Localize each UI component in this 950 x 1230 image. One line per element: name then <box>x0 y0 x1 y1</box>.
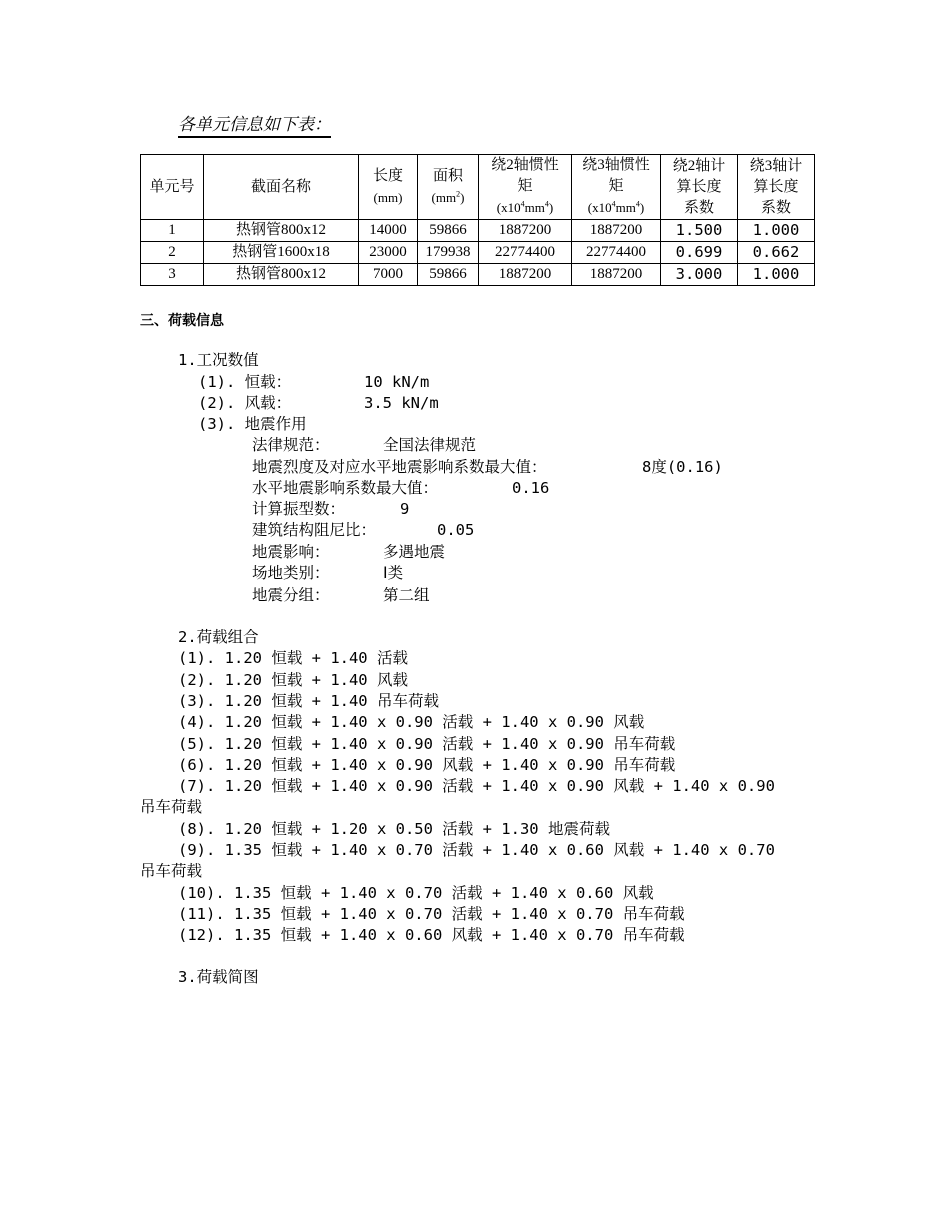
cell-inertia-2: 22774400 <box>479 242 572 264</box>
combination-item: (9). 1.35 恒载 + 1.40 x 0.70 活载 + 1.40 x 0.60 风载 + 1.40 x 0.70 <box>178 841 775 859</box>
cell-area: 59866 <box>418 220 479 242</box>
cell-inertia-3: 1887200 <box>572 220 661 242</box>
cell-length: 7000 <box>359 264 418 286</box>
cell-factor-3: 1.000 <box>738 220 815 242</box>
cell-factor-3: 0.662 <box>738 242 815 264</box>
combinations-heading: 2.荷载组合 <box>178 628 259 646</box>
table-header-row <box>141 155 815 220</box>
mode-count-value: 9 <box>400 500 410 518</box>
section-title: 三、荷载信息 <box>140 313 224 329</box>
element-info-table <box>140 154 815 286</box>
dead-load-label: (1). 恒载： <box>198 373 292 391</box>
combination-item: (5). 1.20 恒载 + 1.40 x 0.90 活载 + 1.40 x 0.90 吊车荷载 <box>178 735 676 753</box>
table-row <box>141 264 815 286</box>
mode-count-label: 计算振型数： <box>252 500 346 518</box>
seismic-coef-label: 水平地震影响系数最大值： <box>252 479 439 497</box>
col-header-inertia-2: 绕2轴惯性 矩 $(x10^4mm^4)$ <box>479 155 572 220</box>
seismic-intensity-value: 8度(0.16) <box>642 458 723 476</box>
combination-item: (11). 1.35 恒载 + 1.40 x 0.70 活载 + 1.40 x 0.70 吊车荷载 <box>178 905 685 923</box>
seismic-intensity-label: 地震烈度及对应水平地震影响系数最大值： <box>252 458 547 476</box>
cell-area: 179938 <box>418 242 479 264</box>
col-header-inertia-3: 绕3轴惯性 矩 $(x10^4mm^4)$ <box>572 155 661 220</box>
table-intro: 各单元信息如下表： <box>178 114 331 138</box>
cell-section-name: 热钢管800x12 <box>204 220 359 242</box>
cell-length: 14000 <box>359 220 418 242</box>
cell-inertia-3: 22774400 <box>572 242 661 264</box>
site-class-value: Ⅰ类 <box>383 564 404 582</box>
damping-ratio-value: 0.05 <box>437 521 475 539</box>
col-header-length-factor-2: 绕2轴计 算长度 系数 <box>661 155 738 220</box>
combination-item: (1). 1.20 恒载 + 1.40 活载 <box>178 649 408 667</box>
wind-load-value: 3.5 kN/m <box>364 394 439 412</box>
seismic-code-value: 全国法律规范 <box>383 436 477 454</box>
cell-inertia-3: 1887200 <box>572 264 661 286</box>
cell-factor-3: 1.000 <box>738 264 815 286</box>
cell-area: 59866 <box>418 264 479 286</box>
cell-factor-2: 0.699 <box>661 242 738 264</box>
cell-inertia-2: 1887200 <box>479 264 572 286</box>
combination-item: (10). 1.35 恒载 + 1.40 x 0.70 活载 + 1.40 x 0.60 风载 <box>178 884 654 902</box>
combination-item-continuation: 吊车荷载 <box>140 862 203 880</box>
seismic-coef-value: 0.16 <box>512 479 550 497</box>
combination-item: (2). 1.20 恒载 + 1.40 风载 <box>178 671 408 689</box>
table-row <box>141 242 815 264</box>
col-header-area: 面积 $(mm^2)$ <box>418 155 479 220</box>
wind-load-label: (2). 风载： <box>198 394 292 412</box>
combination-item: (12). 1.35 恒载 + 1.40 x 0.60 风载 + 1.40 x 0.70 吊车荷载 <box>178 926 685 944</box>
seismic-group-label: 地震分组： <box>252 586 330 604</box>
seismic-effect-label: 地震影响： <box>252 543 330 561</box>
cell-element-no: 2 <box>141 242 204 264</box>
col-header-element-no: 单元号 <box>141 155 204 220</box>
cell-section-name: 热钢管800x12 <box>204 264 359 286</box>
cell-length: 23000 <box>359 242 418 264</box>
seismic-code-label: 法律规范： <box>252 436 330 454</box>
site-class-label: 场地类别： <box>252 564 330 582</box>
combination-item: (7). 1.20 恒载 + 1.40 x 0.90 活载 + 1.40 x 0.90 风载 + 1.40 x 0.90 <box>178 777 775 795</box>
cell-factor-2: 3.000 <box>661 264 738 286</box>
col-header-length: 长度 (mm) <box>359 155 418 220</box>
col-header-length-factor-3: 绕3轴计 算长度 系数 <box>738 155 815 220</box>
cell-element-no: 1 <box>141 220 204 242</box>
col-header-section-name: 截面名称 <box>204 155 359 220</box>
combination-item-continuation: 吊车荷载 <box>140 798 203 816</box>
diagram-heading: 3.荷载简图 <box>178 968 259 986</box>
combination-item: (8). 1.20 恒载 + 1.20 x 0.50 活载 + 1.30 地震荷载 <box>178 820 610 838</box>
seismic-heading: (3). 地震作用 <box>198 415 307 433</box>
dead-load-value: 10 kN/m <box>364 373 430 391</box>
cell-factor-2: 1.500 <box>661 220 738 242</box>
cell-element-no: 3 <box>141 264 204 286</box>
combination-item: (6). 1.20 恒载 + 1.40 x 0.90 风载 + 1.40 x 0.90 吊车荷载 <box>178 756 676 774</box>
seismic-effect-value: 多遇地震 <box>383 543 446 561</box>
combination-item: (4). 1.20 恒载 + 1.40 x 0.90 活载 + 1.40 x 0.90 风载 <box>178 713 645 731</box>
seismic-group-value: 第二组 <box>383 586 430 604</box>
table-row <box>141 220 815 242</box>
damping-ratio-label: 建筑结构阻尼比： <box>252 521 377 539</box>
cell-inertia-2: 1887200 <box>479 220 572 242</box>
combination-item: (3). 1.20 恒载 + 1.40 吊车荷载 <box>178 692 439 710</box>
cell-section-name: 热钢管1600x18 <box>204 242 359 264</box>
conditions-heading: 1.工况数值 <box>178 351 259 369</box>
